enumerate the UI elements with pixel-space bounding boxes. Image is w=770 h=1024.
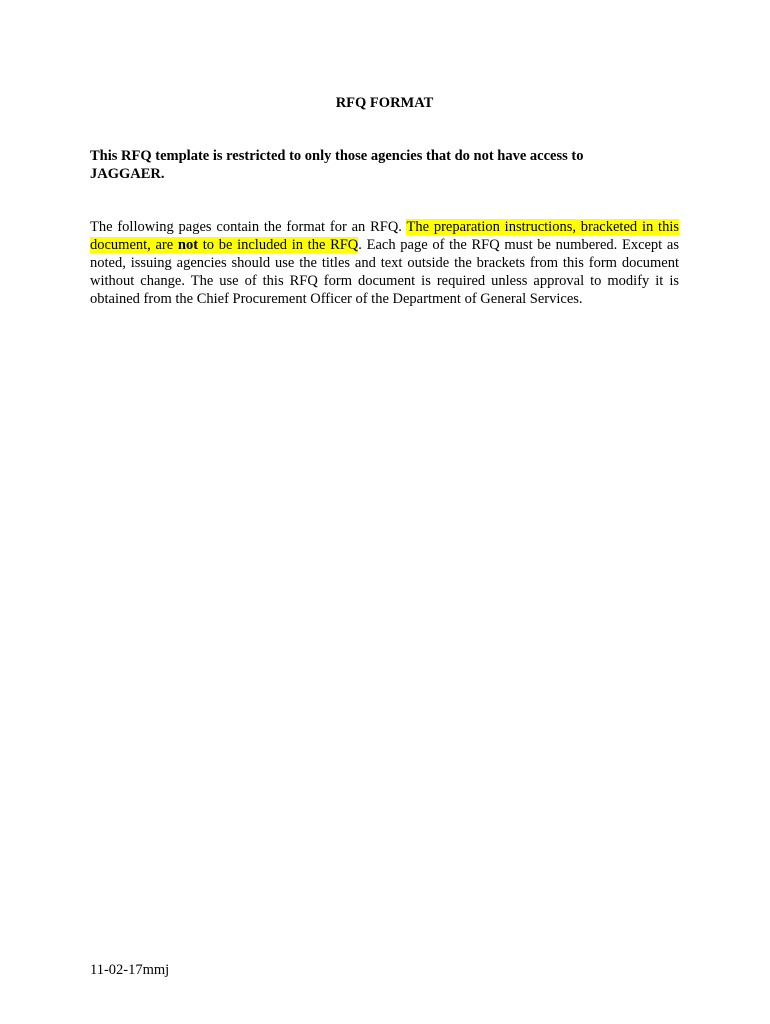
- paragraph-rest: . Each page of the RFQ must be numbered. Except as noted, issuing agencies should use the titles and text outside the brackets from this form document without change. The use of this RFQ form document is required unless approval to modify it is obtained from the Chief Procurement Officer of the Department of General Services.: [90, 237, 679, 307]
- highlight-text-after: to be included in the RFQ: [198, 237, 359, 253]
- paragraph-intro: The following pages contain the format for an RFQ.: [90, 219, 407, 235]
- highlight-text-before: The preparation instructions, bracketed in this document, are: [90, 219, 679, 253]
- highlight-bold-word: not: [177, 237, 199, 253]
- page-title: RFQ FORMAT: [335, 95, 434, 111]
- restriction-notice: This RFQ template is restricted to only those agencies that do not have access to JAGGAER.: [90, 148, 584, 182]
- footer-revision-code: 11-02-17mmj: [90, 962, 170, 978]
- instructions-paragraph: [90, 218, 679, 308]
